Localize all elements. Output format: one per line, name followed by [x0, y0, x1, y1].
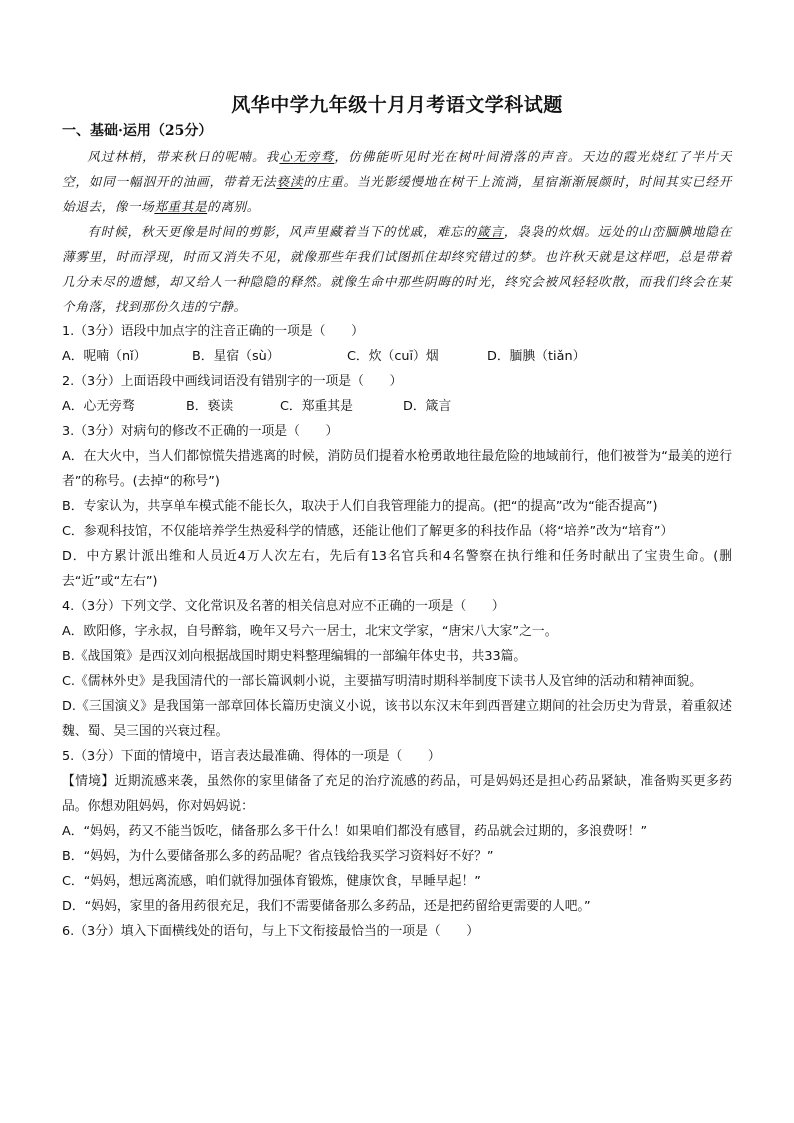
option-a: A．“妈妈，药又不能当饭吃，储备那么多干什么！如果咱们都没有感冒，药品就会过期的，多浪费呀！” — [62, 824, 648, 839]
reading-passage — [62, 144, 732, 319]
underlined-word: 亵渎 — [276, 174, 304, 189]
underlined-word: 郑重其是 — [154, 199, 208, 214]
option-c: C.《儒林外史》是我国清代的一部长篇讽刺小说，主要描写明清时期科举制度下读书人及官绅的活动和精神面貌。 — [62, 674, 703, 689]
option-c: C．参观科技馆，不仅能培养学生热爱科学的情感，还能让他们了解更多的科技作品（将“培养”改为“培育”） — [62, 524, 674, 539]
option-a: A．在大火中，当人们都惊慌失措逃离的时候，消防员们提着水枪勇敢地往最危险的地域前行，他们被誉为“最美的逆行者”的称号。(去掉“的称号”) — [62, 449, 732, 489]
option-d: D．中方累计派出维和人员近4万人次左右，先后有13名官兵和4名警察在执行维和任务时献出了宝贵生命。(删去“近”或“左右”) — [62, 549, 732, 589]
option-b: B．“妈妈，为什么要储备那么多的药品呢？省点钱给我买学习资料好不好？” — [62, 849, 494, 864]
question-stem: 1.（3分）语段中加点字的注音正确的一项是（ ） — [62, 324, 364, 339]
underlined-word: 箴言 — [476, 224, 504, 239]
option-c: C．郑重其是 — [280, 399, 353, 414]
option-c: C．炊（cuī）烟 — [347, 349, 439, 364]
option-d: D．箴言 — [403, 399, 452, 414]
underlined-word: 心无旁骛 — [279, 149, 335, 164]
option-b: B．亵读 — [186, 399, 234, 414]
passage-text: ，仿佛能听见时光在树叶间滑落的声音。天边的霞光烧红了半片天空，如同一幅泅开的油画，带着无法 — [62, 149, 732, 189]
exam-page — [62, 92, 732, 944]
question-stem: 2.（3分）上面语段中画线词语没有错别字的一项是（ ） — [62, 374, 403, 389]
question-stem: 4.（3分）下列文学、文化常识及名著的相关信息对应不正确的一项是（ ） — [62, 599, 505, 614]
option-d: D．“妈妈，家里的备用药很充足，我们不需要储备那么多药品，还是把药留给更需要的人吧。” — [62, 899, 591, 914]
option-b: B．星宿（sù） — [192, 349, 280, 364]
question-context: 【情境】近期流感来袭，虽然你的家里储备了充足的治疗流感的药品，可是妈妈还是担心药品紧缺，准备购买更多药品。你想劝阻妈妈，你对妈妈说： — [62, 774, 732, 814]
passage-paragraph-1 — [62, 144, 732, 219]
passage-text: ，袅袅的炊烟。远处的山峦腼腆地隐在薄雾里，时而浮现，时而又消失不见，就像那些年我们试图抓住却终究错过的梦。也许秋天就是这样吧，总是带着几分未尽的遗憾，却又给人一种隐隐的释然。就像生命中那些阴晦的时光，终究会被风轻轻吹散，而我们终会在某个角落，找到那份久违的宁静。 — [62, 224, 733, 314]
question-stem: 3.（3分）对病句的修改不正确的一项是（ ） — [62, 424, 339, 439]
passage-text: 的离别。 — [207, 199, 260, 214]
passage-text: 的庄重。当光影缓慢地在树干上流淌，星宿渐渐展颜时，时间其实已经开始退去，像一场 — [62, 174, 732, 214]
options-row — [62, 394, 732, 419]
option-b: B.《战国策》是西汉刘向根据战国时期史料整理编辑的一部编年体史书，共33篇。 — [62, 649, 527, 664]
passage-text: 风过林梢，带来秋日的呢喃。我 — [87, 149, 280, 164]
option-a: A．呢喃（nǐ） — [62, 349, 147, 364]
question-stem: 6.（3分）填入下面横线处的语句，与上下文衔接最恰当的一项是（ ） — [62, 924, 480, 939]
option-d: D.《三国演义》是我国第一部章回体长篇历史演义小说，该书以东汉末年到西晋建立期间的社会历史为背景，着重叙述魏、蜀、吴三国的兴衰过程。 — [62, 699, 732, 739]
option-a: A．心无旁骛 — [62, 399, 135, 414]
page-title: 风华中学九年级十月月考语文学科试题 — [231, 94, 563, 116]
option-a: A．欧阳修，字永叔，自号醉翁，晚年又号六一居士，北宋文学家，“唐宋八大家”之一。 — [62, 624, 558, 639]
option-b: B．专家认为，共享单车模式能不能长久，取决于人们自我管理能力的提高。(把“的提高”改为“能否提高”) — [62, 499, 658, 514]
passage-text: 有时候，秋天更像是时间的剪影，风声里藏着当下的忧戚，难忘的 — [87, 224, 477, 239]
options-row — [62, 344, 732, 369]
section-heading: 一、基础·运用（25分） — [62, 123, 213, 139]
passage-paragraph-2 — [62, 219, 732, 319]
option-d: D．腼腆（tiǎn） — [487, 349, 586, 364]
option-c: C．“妈妈，想远离流感，咱们就得加强体育锻炼，健康饮食，早睡早起！” — [62, 874, 481, 889]
question-stem: 5.（3分）下面的情境中，语言表达最准确、得体的一项是（ ） — [62, 749, 441, 764]
